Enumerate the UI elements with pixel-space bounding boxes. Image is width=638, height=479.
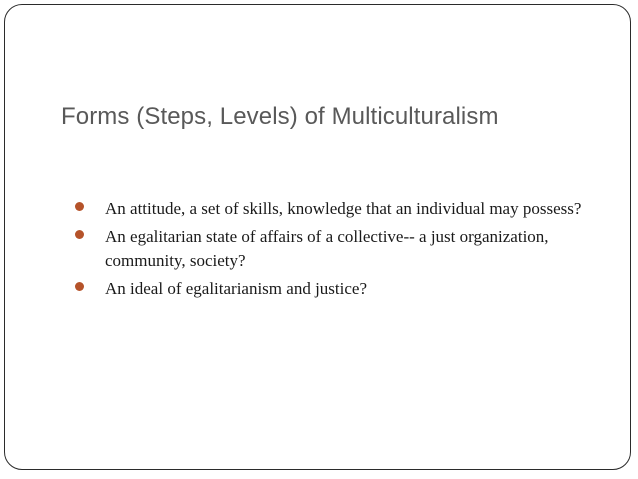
bullet-icon	[75, 282, 84, 291]
bullet-item	[75, 225, 615, 273]
bullet-item	[75, 277, 615, 301]
bullet-text: An attitude, a set of skills, knowledge that an individual may possess?	[105, 199, 582, 218]
bullet-list	[75, 197, 615, 305]
bullet-item	[75, 197, 615, 221]
slide-frame	[4, 4, 631, 470]
bullet-text: An egalitarian state of affairs of a collective-- a just organization, community, society?	[105, 227, 549, 270]
bullet-icon	[75, 230, 84, 239]
bullet-text: An ideal of egalitarianism and justice?	[105, 279, 367, 298]
slide-title: Forms (Steps, Levels) of Multiculturalism	[61, 103, 499, 130]
bullet-icon	[75, 202, 84, 211]
